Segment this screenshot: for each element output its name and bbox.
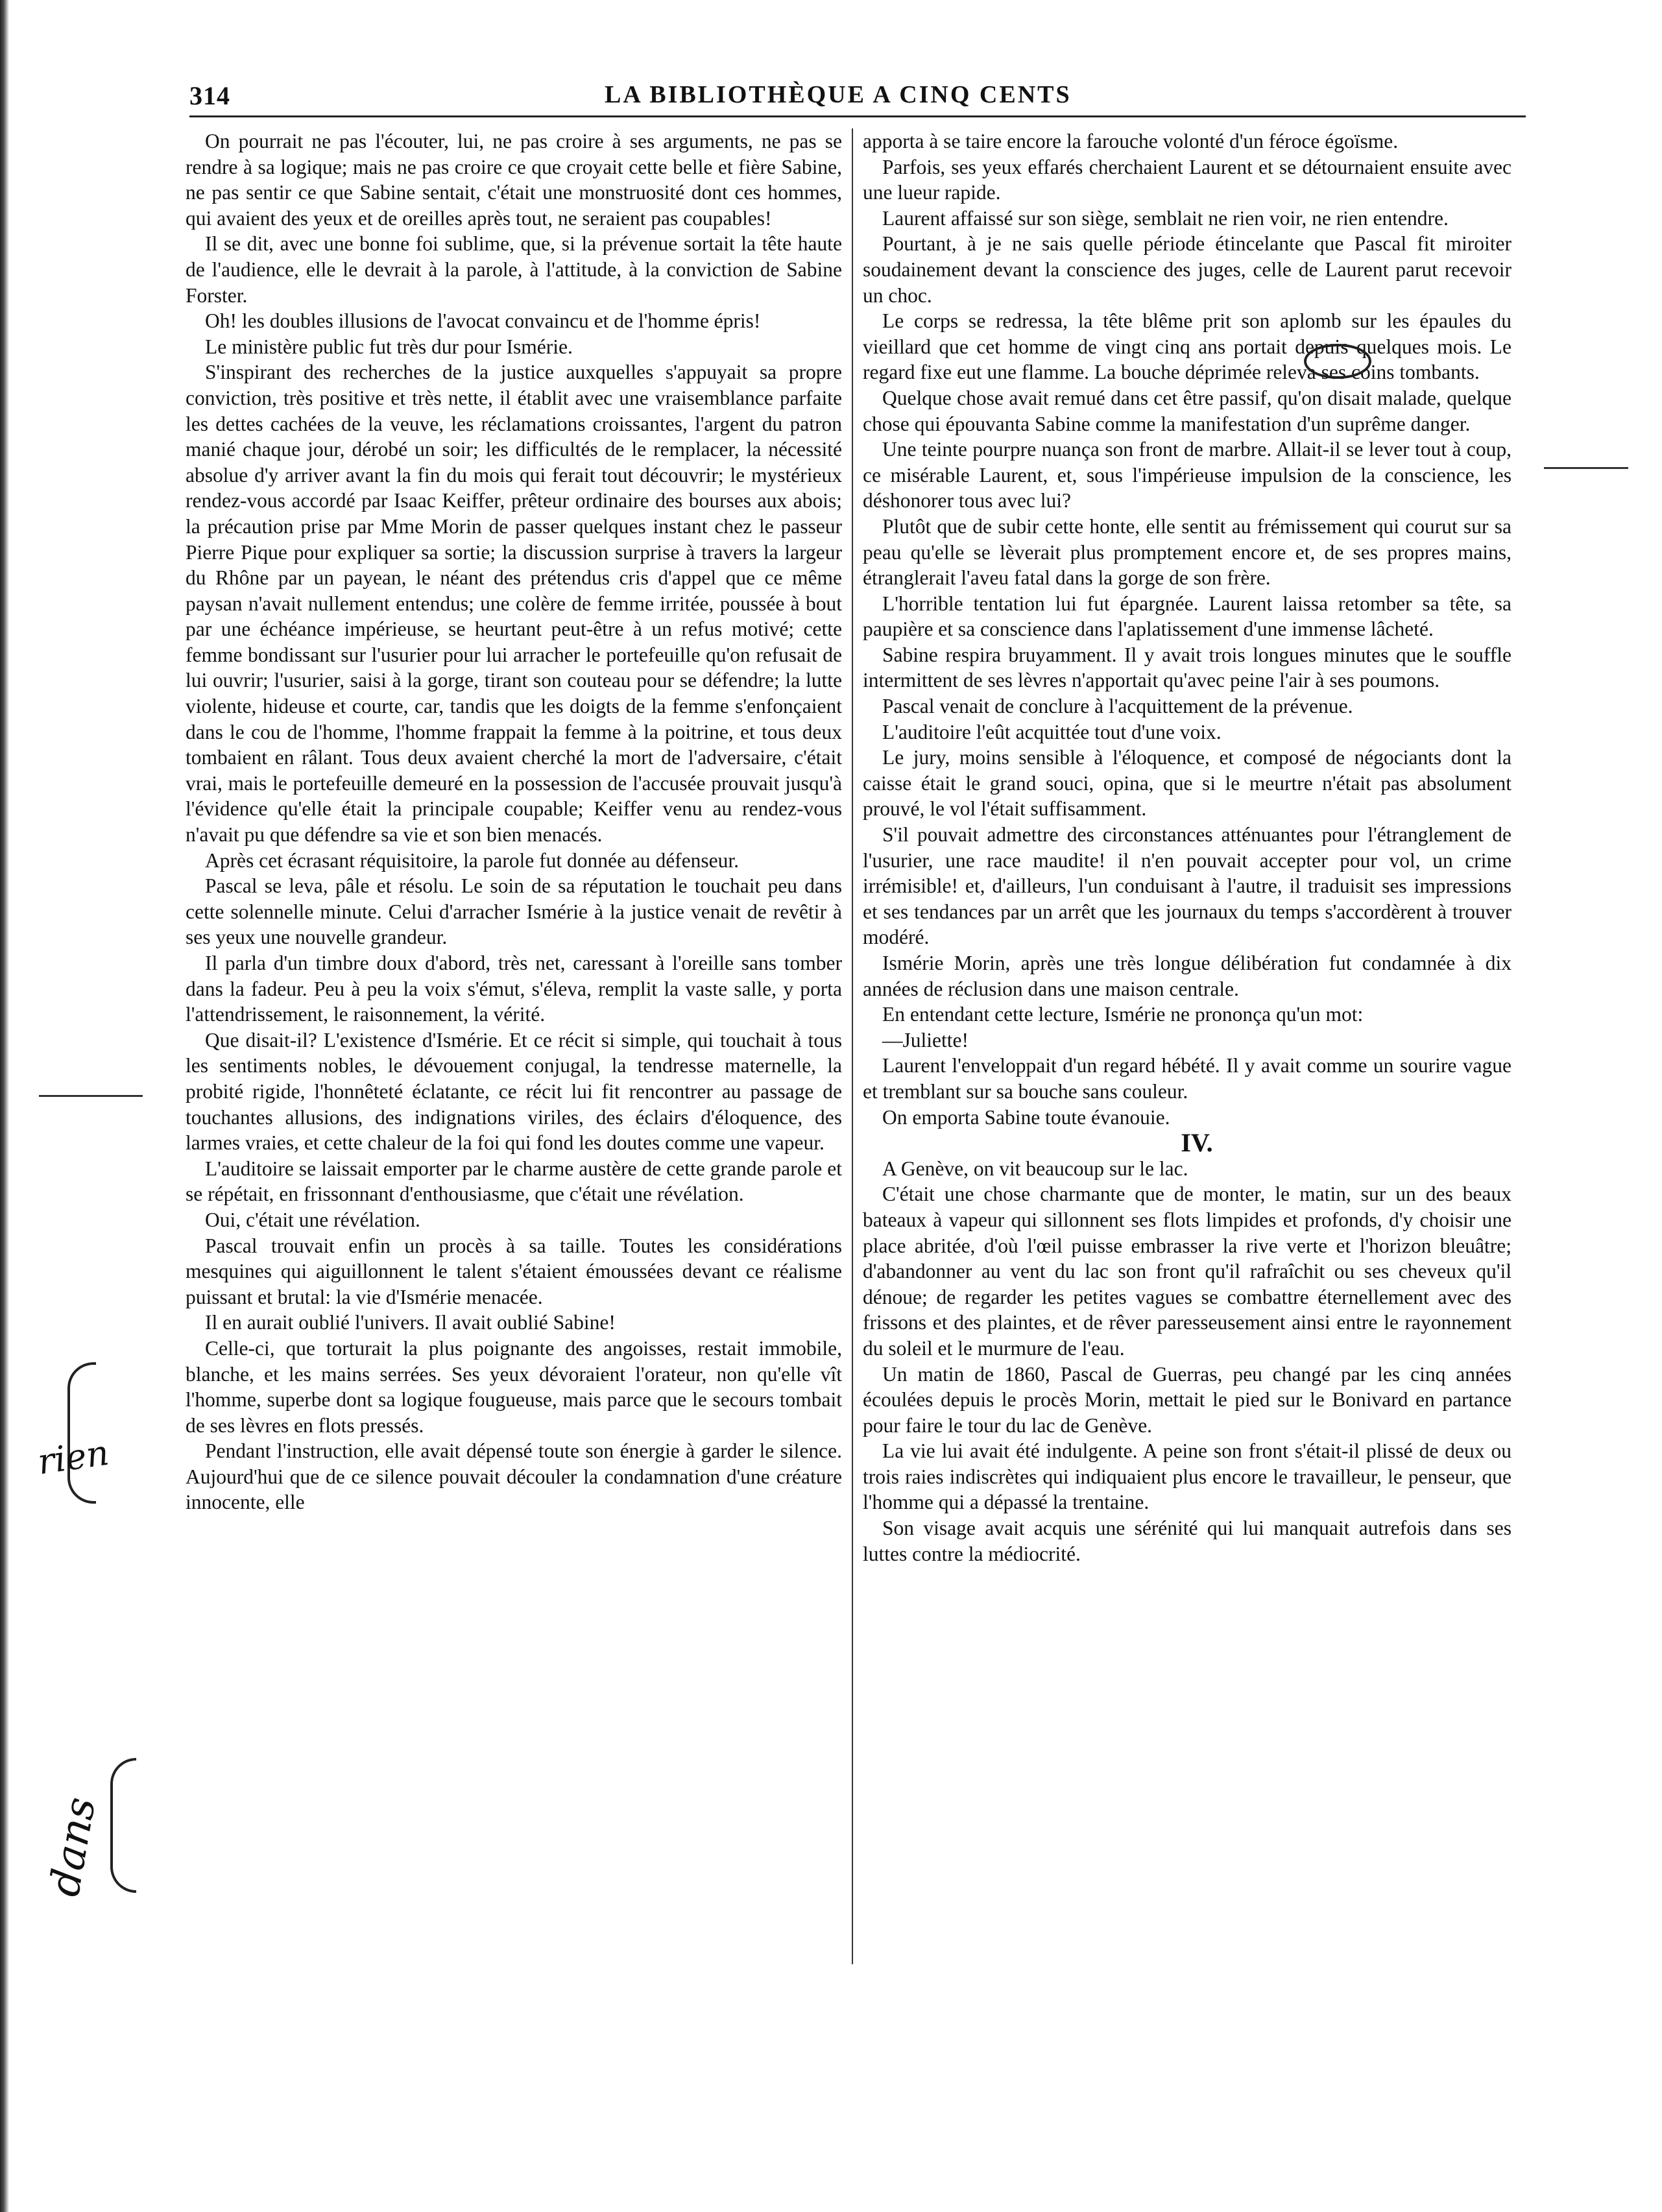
paragraph: C'était une chose charmante que de monter, le matin, sur un des beaux bateaux à vapeur qui sillonnent ses flots limpides et profonds, d'y choisir une place abritée, d'où l'œil puisse embrasser la rive verte et l'horizon bleuâtre; d'abandonner au vent du lac son front qu'il rafraîchit ou ses cheveux qu'il dénoue; de regarder les petites vagues se combattre éternellement avec des frissons et des plaintes, et de rêver paresseusement ainsi entre le rayonnement du soleil et le murmure de l'eau. bbox=[863, 1183, 1511, 1360]
paragraph: Laurent affaissé sur son siège, semblait ne rien voir, ne rien entendre. bbox=[882, 206, 1449, 230]
paragraph: Un matin de 1860, Pascal de Guerras, peu changé par les cinq années écoulées depuis le procès Morin, mettait le pied sur le Bonivard en partance pour faire le tour du lac de Genève. bbox=[863, 1362, 1511, 1437]
paragraph: Celle-ci, que torturait la plus poignante des angoisses, restait immobile, blanche, et les mains serrées. Ses yeux dévoraient l'orateur, non qu'elle vît l'homme, superbe dont sa logique fougueuse, mais parce que le secours tombait de ses lèvres en flots pressés. bbox=[186, 1336, 842, 1437]
paragraph: Pascal se leva, pâle et résolu. Le soin de sa réputation le touchait peu dans cette solennelle minute. Celui d'arracher Ismérie à la justice venait de revêtir à ses yeux une nouvelle grandeur. bbox=[186, 874, 842, 949]
paragraph: Oh! les doubles illusions de l'avocat convaincu et de l'homme épris! bbox=[205, 309, 761, 333]
paragraph: On emporta Sabine toute évanouie. bbox=[882, 1105, 1170, 1129]
margin-note-rien: rien bbox=[35, 1432, 112, 1483]
paragraph: On pourrait ne pas l'écouter, lui, ne pas croire à ses arguments, ne pas se rendre à sa logique; mais ne pas croire ce que croyait cette belle et fière Sabine, ne pas sentir ce que Sabine sentait, c'était une monstruosité dont ces hommes, qui avaient des yeux et de oreilles après tout, ne seraient pas coupables! bbox=[186, 130, 842, 230]
dialogue-line: —Juliette! bbox=[882, 1028, 969, 1052]
paragraph: Le jury, moins sensible à l'éloquence, et composé de négociants dont la caisse était le grand souci, opina, que si le meurtre n'était pas absolument prouvé, le vol l'était suffisamment. bbox=[863, 746, 1511, 821]
page-edge bbox=[0, 0, 9, 2212]
paragraph: S'il pouvait admettre des circonstances atténuantes pour l'étranglement de l'usurier, une race maudite! il n'en pouvait accepter pour vol, un crime irrémisible! et, d'ailleurs, l'un conduisant à l'autre, il traduisit ses impressions et ses tendances par un arrêt que les journaux du temps s'accordèrent à trouver modéré. bbox=[863, 823, 1511, 949]
paragraph: Pourtant, à je ne sais quelle période étincelante que Pascal fit miroiter soudainement devant la conscience des juges, celle de Laurent parut recevoir un choc. bbox=[863, 232, 1511, 307]
paragraph: Une teinte pourpre nuança son front de marbre. Allait-il se lever tout à coup, ce misérable Laurent, et, sous l'impérieuse impulsion de la conscience, les déshonorer tous avec lui? bbox=[863, 438, 1511, 512]
right-column bbox=[863, 128, 1511, 1567]
paragraph: apporta à se taire encore la farouche volonté d'un féroce égoïsme. bbox=[863, 130, 1399, 152]
paragraph: Après cet écrasant réquisitoire, la parole fut donnée au défenseur. bbox=[205, 848, 740, 872]
margin-bracket bbox=[110, 1758, 136, 1893]
paragraph: Le ministère public fut très dur pour Ismérie. bbox=[205, 335, 573, 358]
paragraph: Le corps se redressa, la tête blême prit son aplomb sur les épaules du vieillard que cet homme de vingt cinq ans portait depuis quelques mois. Le regard fixe eut une flamme. La bouche déprimée releva ses coins tombants. bbox=[863, 309, 1511, 384]
paragraph: Parfois, ses yeux effarés cherchaient Laurent et se détournaient ensuite avec une lueur rapide. bbox=[863, 155, 1511, 204]
column-divider bbox=[852, 128, 853, 1964]
paragraph: Pendant l'instruction, elle avait dépensé toute son énergie à garder le silence. Aujourd'hui que de ce silence pouvait découler la condamnation d'une créature innocente, elle bbox=[186, 1439, 842, 1514]
left-column bbox=[186, 128, 842, 1515]
paragraph: Plutôt que de subir cette honte, elle sentit au frémissement qui courut sur sa peau qu'elle se lèverait plus promptement encore et, de ses propres mains, étranglerait l'aveu fatal dans la gorge de son frère. bbox=[863, 514, 1511, 590]
paragraph: En entendant cette lecture, Ismérie ne prononça qu'un mot: bbox=[882, 1003, 1364, 1026]
margin-dash bbox=[39, 1095, 143, 1097]
paragraph: Pascal trouvait enfin un procès à sa taille. Toutes les considérations mesquines qui aiguillonnent le talent s'étaient émoussées devant ce réalisme puissant et brutal: la vie d'Ismérie menacée. bbox=[186, 1234, 842, 1308]
page-header bbox=[189, 77, 1467, 115]
paragraph: Son visage avait acquis une sérénité qui lui manquait autrefois dans ses luttes contre la médiocrité. bbox=[863, 1517, 1511, 1565]
margin-dash bbox=[1544, 467, 1628, 469]
paragraph: Sabine respira bruyamment. Il y avait trois longues minutes que le souffle intermittent de ses lèvres n'apportait qu'avec peine l'air à ses poumons. bbox=[863, 643, 1511, 692]
paragraph: Il en aurait oublié l'univers. Il avait oublié Sabine! bbox=[205, 1311, 616, 1334]
page-number: 314 bbox=[189, 81, 230, 110]
paragraph: Quelque chose avait remué dans cet être passif, qu'on disait malade, quelque chose qui épouvanta Sabine comme la manifestation d'un suprême danger. bbox=[863, 386, 1511, 435]
paragraph: Ismérie Morin, après une très longue délibération fut condamnée à dix années de réclusion dans une maison centrale. bbox=[863, 952, 1511, 1000]
paragraph: Laurent l'enveloppait d'un regard hébété. Il y avait comme un sourire vague et tremblant sur sa bouche sans couleur. bbox=[863, 1054, 1511, 1103]
paragraph: Oui, c'était une révélation. bbox=[205, 1208, 420, 1231]
paragraph: Il parla d'un timbre doux d'abord, très net, caressant à l'oreille sans tomber dans la fadeur. Peu à peu la voix s'émut, s'éleva, remplit la vaste salle, y porta l'attendrissement, le raisonnement, la vérité. bbox=[186, 952, 842, 1026]
correction-circle bbox=[1304, 344, 1371, 379]
paragraph: L'horrible tentation lui fut épargnée. Laurent laissa retomber sa tête, sa paupière et sa conscience dans l'aplatissement d'une immense lâcheté. bbox=[863, 592, 1511, 641]
paragraph: Que disait-il? L'existence d'Ismérie. Et ce récit si simple, qui touchait à tous les sentiments nobles, le dévouement conjugal, la tendresse maternelle, la probité rigide, l'honnêteté éclatante, ce récit lui fit rencontrer au passage de touchantes allusions, des indignations viriles, des éclairs d'éloquence, des larmes vraies, et cette chaleur de la foi qui fond les doutes comme une vapeur. bbox=[186, 1028, 842, 1155]
header-rule bbox=[189, 115, 1526, 117]
paragraph: L'auditoire se laissait emporter par le charme austère de cette grande parole et se répétait, en frissonnant d'enthousiasme, que c'était une révélation. bbox=[186, 1157, 842, 1206]
paragraph: S'inspirant des recherches de la justice auxquelles s'appuyait sa propre conviction, très positive et très nette, il établit avec une vraisemblance parfaite les dettes cachées de la veuve, les réclamations croissantes, l'argent du patron manié chaque jour, dérobé un soir; les difficultés de le remplacer, la nécessité absolue d'y arriver avant la fin du mois qui ferait tout découvrir; le mystérieux rendez-vous accordé par Isaac Keiffer, prêteur ordinaire des bourses aux abois; la précaution prise par Mme Morin de passer quelques instant chez le passeur Pierre Pique pour expliquer sa sortie; la discussion surprise à travers la largeur du Rhône par un payean, le néant des prétendus cris d'appel que ce même paysan n'avait nullement entendus; une colère de femme irritée, poussée à bout par une échéance impérieuse, se heurtant peut-être à un refus motivé; cette femme bondissant sur l'usurier pour lui arracher le portefeuille qu'on refusait de lui ouvrir; l'usurier, saisi à la gorge, tirant son couteau pour se défendre; la lutte violente, hideuse et courte, car, tandis que les doigts de la femme s'enfonçaient dans le cou de l'homme, l'homme frappait la femme à la poitrine, et tous deux tombaient en râlant. Tous deux avaient cherché la mort de l'adversaire, c'était vrai, mais le portefeuille demeuré en la possession de l'accusée prouvait jusqu'à l'évidence qu'elle était la principale coupable; Keiffer venu au rendez-vous n'avait pu que défendre sa vie et son bien menacés. bbox=[186, 361, 842, 847]
paragraph: Pascal venait de conclure à l'acquittement de la prévenue. bbox=[882, 695, 1353, 718]
running-title: LA BIBLIOTHÈQUE A CINQ CENTS bbox=[605, 81, 1072, 108]
paragraph: Il se dit, avec une bonne foi sublime, que, si la prévenue sortait la tête haute de l'audience, elle le devrait à la parole, à l'attitude, à la conviction de Sabine Forster. bbox=[186, 232, 842, 307]
section-heading: IV. bbox=[1181, 1128, 1213, 1158]
margin-bracket bbox=[67, 1362, 96, 1504]
paragraph: L'auditoire l'eût acquittée tout d'une voix. bbox=[882, 720, 1222, 743]
paragraph: A Genève, on vit beaucoup sur le lac. bbox=[882, 1157, 1188, 1180]
margin-note-dans: dans bbox=[40, 1794, 106, 1900]
paragraph: La vie lui avait été indulgente. A peine son front s'était-il plissé de deux ou trois raies indiscrètes qui indiquaient plus encore le travailleur, le penseur, que l'homme qui a dépassé la trentaine. bbox=[863, 1439, 1511, 1514]
